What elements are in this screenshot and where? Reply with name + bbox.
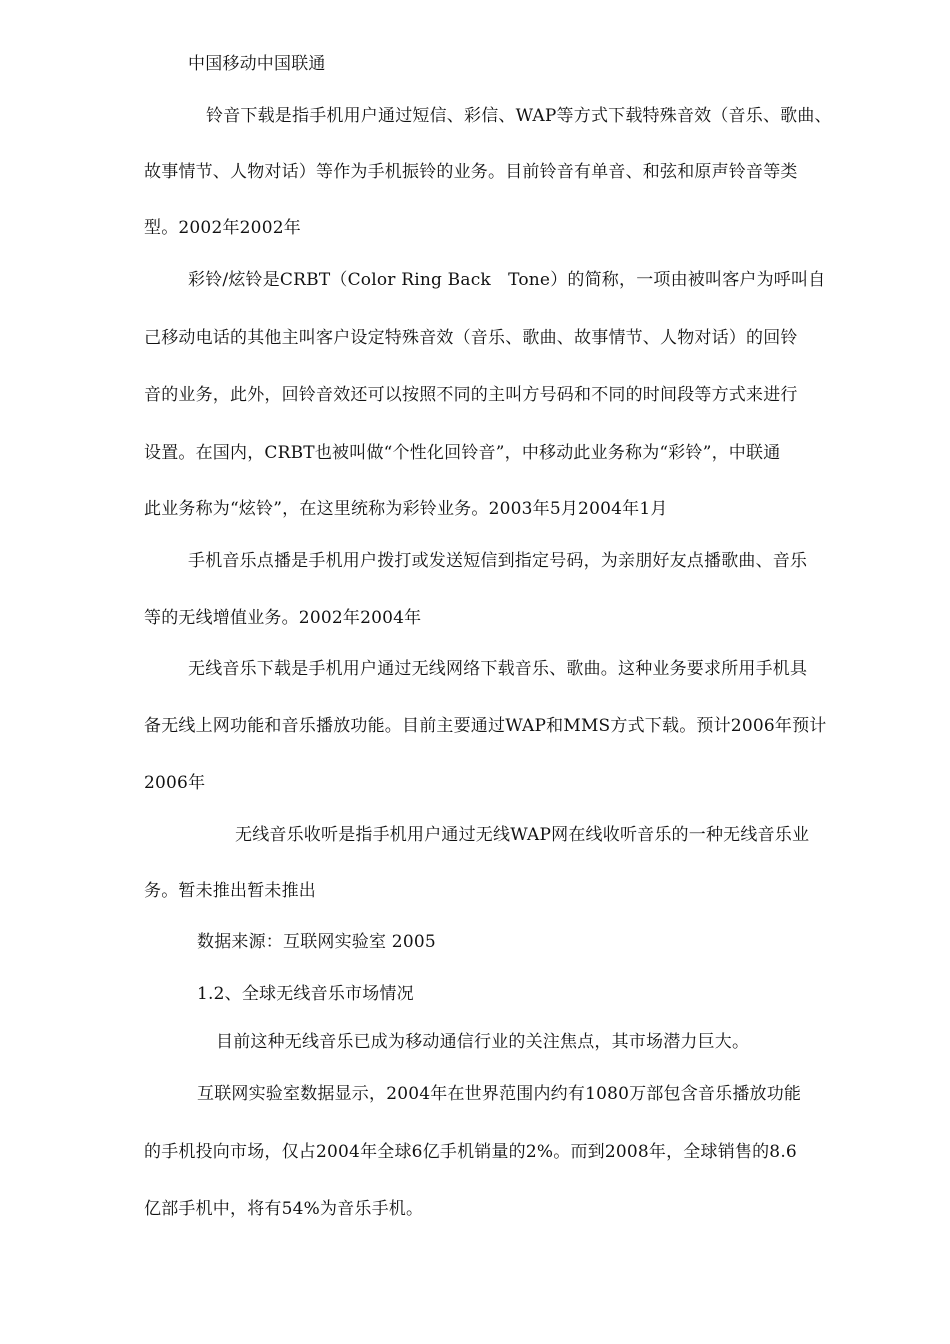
text-line: 型。2002年2002年 bbox=[144, 218, 301, 238]
text-line: 目前这种无线音乐已成为移动通信行业的关注焦点，其市场潜力巨大。 bbox=[216, 1032, 750, 1052]
text-line: 故事情节、人物对话）等作为手机振铃的业务。目前铃音有单音、和弦和原声铃音等类 bbox=[144, 162, 798, 182]
text-line: 无线音乐下载是手机用户通过无线网络下载音乐、歌曲。这种业务要求所用手机具 bbox=[188, 659, 808, 679]
text-line: 亿部手机中，将有54%为音乐手机。 bbox=[144, 1199, 424, 1219]
text-line: 设置。在国内，CRBT也被叫做“个性化回铃音”，中移动此业务称为“彩铃”，中联通 bbox=[144, 443, 781, 463]
section-heading: 1.2、全球无线音乐市场情况 bbox=[197, 984, 414, 1004]
text-line: 务。暂未推出暂未推出 bbox=[144, 881, 316, 901]
text-line: 数据来源：互联网实验室 2005 bbox=[197, 932, 436, 952]
text-line: 2006年 bbox=[144, 773, 206, 793]
text-line: 手机音乐点播是手机用户拨打或发送短信到指定号码，为亲朋好友点播歌曲、音乐 bbox=[188, 551, 808, 571]
text-line: 中国移动中国联通 bbox=[188, 54, 326, 74]
text-line: 等的无线增值业务。2002年2004年 bbox=[144, 608, 422, 628]
text-line: 己移动电话的其他主叫客户设定特殊音效（音乐、歌曲、故事情节、人物对话）的回铃 bbox=[144, 328, 798, 348]
text-line: 彩铃/炫铃是CRBT（Color Ring Back Tone）的简称，一项由被叫客户为呼叫自 bbox=[188, 270, 826, 290]
text-line: 的手机投向市场，仅占2004年全球6亿手机销量的2%。而到2008年，全球销售的8.6 bbox=[144, 1142, 797, 1162]
text-line: 互联网实验室数据显示，2004年在世界范围内约有1080万部包含音乐播放功能 bbox=[197, 1084, 802, 1104]
text-line: 无线音乐收听是指手机用户通过无线WAP网在线收听音乐的一种无线音乐业 bbox=[235, 825, 810, 845]
text-line: 音的业务，此外，回铃音效还可以按照不同的主叫方号码和不同的时间段等方式来进行 bbox=[144, 385, 798, 405]
text-line: 铃音下载是指手机用户通过短信、彩信、WAP等方式下载特殊音效（音乐、歌曲、 bbox=[206, 106, 832, 126]
text-line: 此业务称为“炫铃”，在这里统称为彩铃业务。2003年5月2004年1月 bbox=[144, 499, 668, 519]
text-line: 备无线上网功能和音乐播放功能。目前主要通过WAP和MMS方式下载。预计2006年预计 bbox=[144, 716, 827, 736]
